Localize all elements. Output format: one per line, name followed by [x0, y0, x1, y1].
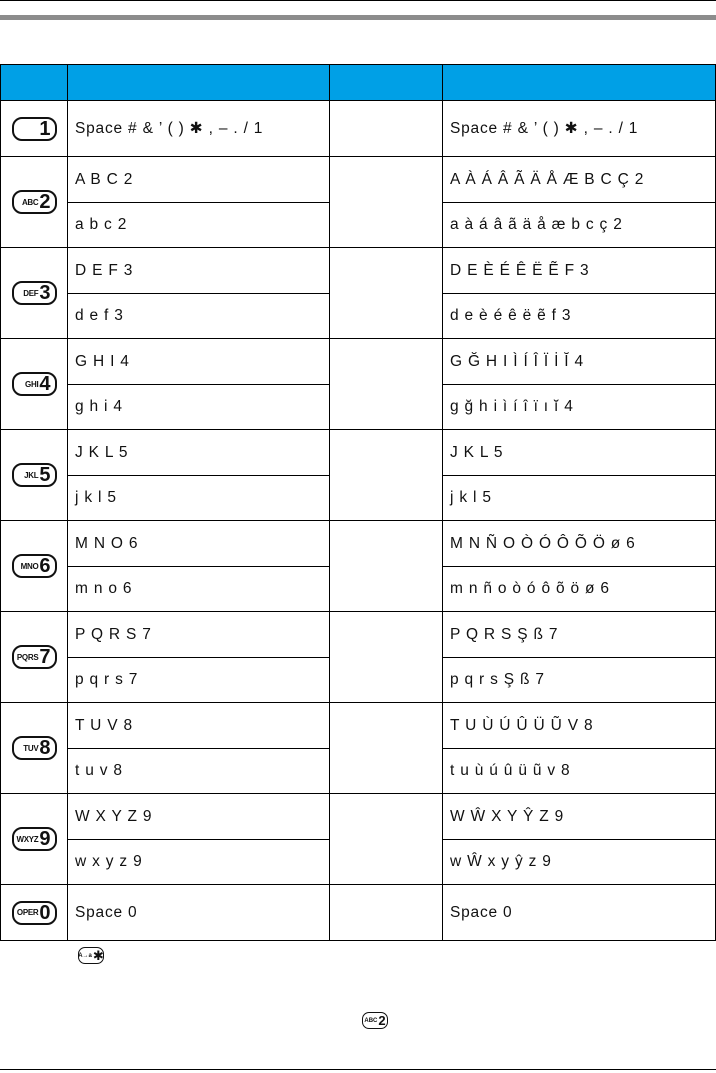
- key-abc-2-icon: ABC 2: [12, 190, 57, 214]
- extended-chars: D E È É Ê Ë Ẽ F 3: [443, 248, 716, 294]
- standard-chars: W X Y Z 9: [68, 794, 330, 840]
- standard-chars: Space # & ’ ( ) ✱ , – . / 1: [68, 101, 330, 157]
- standard-chars: A B C 2: [68, 157, 330, 203]
- standard-chars: T U V 8: [68, 703, 330, 749]
- extended-chars: T U Ù Ú Û Ü Ũ V 8: [443, 703, 716, 749]
- table-header-row: [1, 65, 716, 101]
- header-key: [1, 65, 68, 101]
- standard-chars: a b c 2: [68, 203, 330, 248]
- extended-chars: g ğ h i ì í î ï ı ĭ 4: [443, 385, 716, 430]
- extended-chars: m n ñ o ò ó ô õ ö ø 6: [443, 567, 716, 612]
- table-row: [1, 703, 716, 749]
- abc-key-icon: ABC 2: [362, 1012, 388, 1029]
- key-oper-0-icon: OPER 0: [12, 901, 57, 925]
- standard-chars: P Q R S 7: [68, 612, 330, 658]
- standard-chars: w x y z 9: [68, 840, 330, 885]
- header-standard: [68, 65, 330, 101]
- standard-chars: D E F 3: [68, 248, 330, 294]
- standard-chars: g h i 4: [68, 385, 330, 430]
- standard-chars: Space 0: [68, 885, 330, 941]
- key-def-3-icon: DEF 3: [12, 281, 57, 305]
- extended-chars: A À Á Â Ã Ä Å Æ B C Ç 2: [443, 157, 716, 203]
- extended-chars: M N Ñ O Ò Ó Ô Õ Ö ø 6: [443, 521, 716, 567]
- extended-chars: J K L 5: [443, 430, 716, 476]
- table-row: [1, 248, 716, 294]
- extended-chars: P Q R S Ş ß 7: [443, 612, 716, 658]
- table-row: [1, 157, 716, 203]
- header-mode: [330, 65, 443, 101]
- key-1-icon: 1: [12, 117, 57, 141]
- table-row: [1, 612, 716, 658]
- extended-chars: t u ù ú û ü ũ v 8: [443, 749, 716, 794]
- key-tuv-8-icon: TUV 8: [12, 736, 57, 760]
- extended-chars: G Ğ H I Ì Í Î Ï İ Ĭ 4: [443, 339, 716, 385]
- key-ghi-4-icon: GHI 4: [12, 372, 57, 396]
- extended-chars: d e è é ê ë ẽ f 3: [443, 294, 716, 339]
- extended-chars: j k l 5: [443, 476, 716, 521]
- star-key-icon: A→a ✱: [78, 948, 104, 963]
- extended-chars: Space # & ’ ( ) ✱ , – . / 1: [443, 101, 716, 157]
- standard-chars: t u v 8: [68, 749, 330, 794]
- standard-chars: M N O 6: [68, 521, 330, 567]
- table-row: [1, 339, 716, 385]
- key-jkl-5-icon: JKL 5: [12, 463, 57, 487]
- table-row: [1, 794, 716, 840]
- top-rule: [0, 0, 716, 1]
- header-bar: [0, 15, 716, 20]
- header-extended: [443, 65, 716, 101]
- standard-chars: j k l 5: [68, 476, 330, 521]
- extended-chars: W Ŵ X Y Ŷ Z 9: [443, 794, 716, 840]
- standard-chars: d e f 3: [68, 294, 330, 339]
- table-row: [1, 521, 716, 567]
- extended-chars: p q r s Ş ß 7: [443, 658, 716, 703]
- table-row: [1, 101, 716, 157]
- standard-chars: p q r s 7: [68, 658, 330, 703]
- standard-chars: J K L 5: [68, 430, 330, 476]
- standard-chars: G H I 4: [68, 339, 330, 385]
- bottom-rule: [0, 1069, 716, 1070]
- table-row: [1, 885, 716, 941]
- table-row: [1, 430, 716, 476]
- key-mno-6-icon: MNO 6: [12, 554, 57, 578]
- key-pqrs-7-icon: PQRS 7: [12, 645, 57, 669]
- extended-chars: a à á â ã ä å æ b c ç 2: [443, 203, 716, 248]
- extended-chars: Space 0: [443, 885, 716, 941]
- extended-chars: w Ŵ x y ŷ z 9: [443, 840, 716, 885]
- standard-chars: m n o 6: [68, 567, 330, 612]
- character-table: [0, 64, 716, 941]
- key-wxyz-9-icon: WXYZ 9: [12, 827, 57, 851]
